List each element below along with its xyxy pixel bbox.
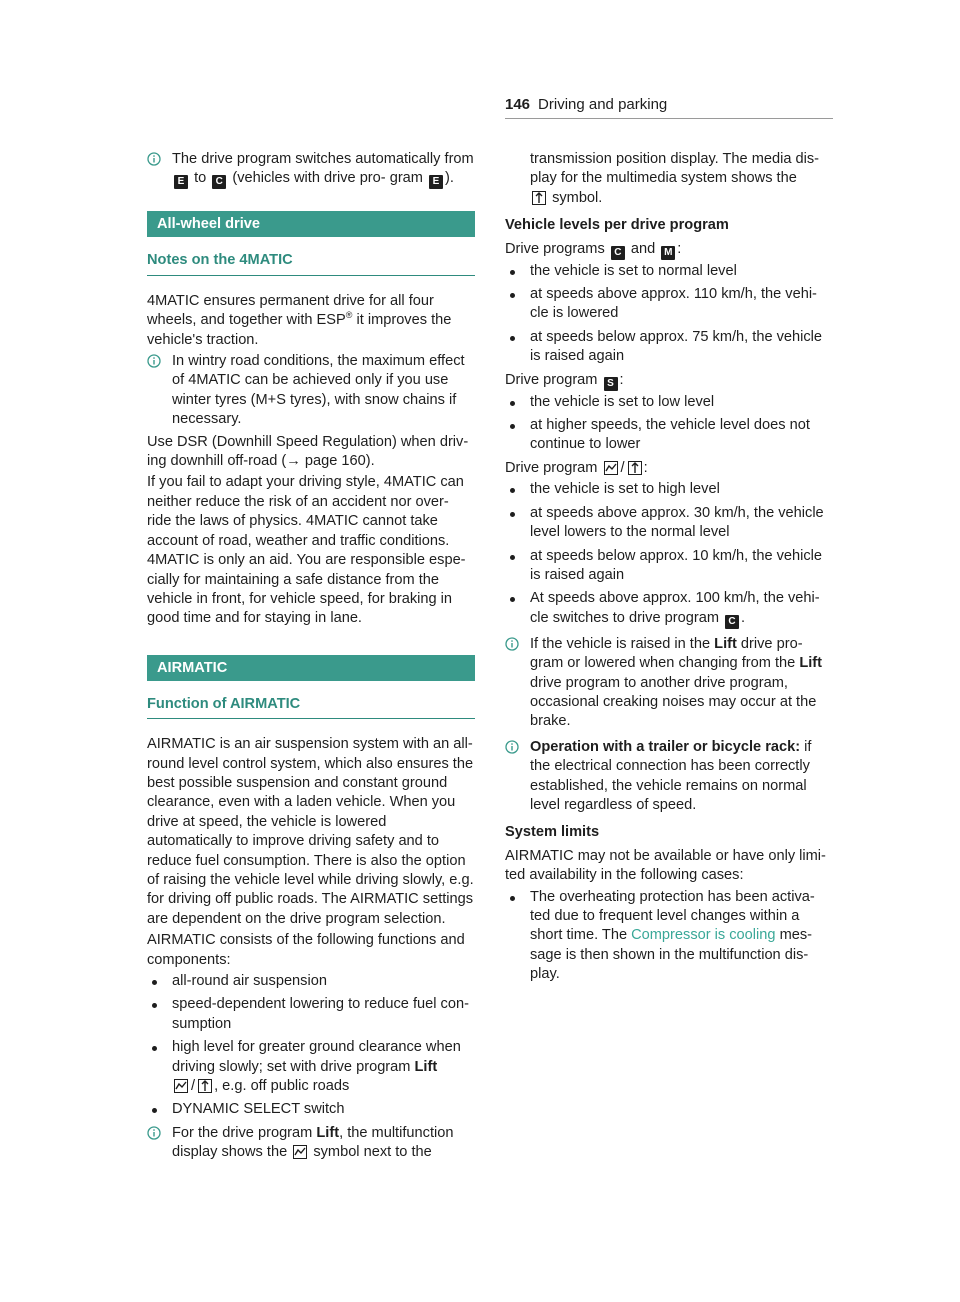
heading-system-limits: System limits: [505, 824, 600, 841]
subheading-function-airmatic: Function of AIRMATIC: [147, 695, 475, 719]
info-icon: [147, 1126, 161, 1140]
drive-program-s-icon: S: [604, 377, 618, 391]
section-airmatic: AIRMATIC: [147, 655, 475, 681]
drive-program-lift: Drive program / :: [505, 459, 648, 476]
list-item: at speeds below approx. 10 km/h, the vehicle is raised again: [505, 547, 835, 586]
page-number: 146: [505, 96, 531, 113]
list-c-m: [505, 262, 835, 367]
offroad-icon: [174, 1079, 188, 1093]
paragraph-responsibility: If you fail to adapt your driving style, 4MATIC can neither reduce the risk of an accident nor over- ride the laws of physics. 4MATIC cannot take account of road, weather and traffic conditions. 4MATIC is only an aid. You are responsible espe- cially for maintaining a safe distance from the vehicle in front, for vehicle speed, for braking in good time and for staying in lane.: [147, 474, 466, 627]
drive-program-e-icon: E: [429, 175, 443, 189]
offroad-icon: [293, 1145, 307, 1159]
note-trailer: Operation with a trailer or bicycle rack: if the electrical connection has been correctly established, the vehicle remains on normal level regardless of speed.: [505, 738, 835, 816]
list-item: at speeds above approx. 110 km/h, the vehi- cle is lowered: [505, 285, 835, 324]
drive-program-c-icon: C: [725, 615, 739, 629]
paragraph-4matic: 4MATIC ensures permanent drive for all four wheels, and together with ESP® it improves the vehicle's traction.: [147, 292, 452, 348]
list-item: at higher speeds, the vehicle level does not continue to lower: [505, 416, 835, 455]
list-item: At speeds above approx. 100 km/h, the vehi- cle switches to drive program C .: [505, 589, 835, 628]
page-header: [505, 95, 833, 119]
lift-icon: [532, 191, 546, 205]
lift-icon: [628, 461, 642, 475]
subheading-4matic: Notes on the 4MATIC: [147, 251, 475, 275]
list-item: the vehicle is set to low level: [505, 393, 835, 412]
list-s: [505, 393, 835, 455]
list-item: the vehicle is set to high level: [505, 480, 835, 499]
paragraph-limits: AIRMATIC may not be available or have only limi- ted availability in the following cases:: [505, 847, 826, 884]
list-item: high level for greater ground clearance when driving slowly; set with drive program Lift / , e.g. off public roads: [147, 1038, 475, 1096]
drive-program-c-icon: C: [611, 246, 625, 260]
compressor-cooling-message: Compressor is cooling: [631, 927, 776, 944]
list-lift: [505, 480, 835, 628]
note-lift-display: For the drive program Lift, the multifunction display shows the symbol next to the: [147, 1124, 475, 1163]
list-item: all-round air suspension: [147, 972, 475, 991]
info-icon: [505, 740, 519, 754]
left-column: [147, 150, 475, 1166]
drive-programs-c-m: Drive programs C and M :: [505, 240, 682, 258]
info-icon: [147, 152, 161, 166]
note-raised-lift: If the vehicle is raised in the Lift drive pro- gram or lowered when changing from the Lift drive program to another drive program, occasional creaking noises may occur at the brake.: [505, 635, 835, 732]
list-item: at speeds below approx. 75 km/h, the vehicle is raised again: [505, 328, 835, 367]
list-item: at speeds above approx. 30 km/h, the vehicle level lowers to the normal level: [505, 504, 835, 543]
section-all-wheel-drive: All-wheel drive: [147, 211, 475, 237]
note-winter: In wintry road conditions, the maximum effect of 4MATIC can be achieved only if you use winter tyres (M+S tyres), with snow chains if necessary.: [147, 352, 475, 430]
drive-program-c-icon: C: [212, 175, 226, 189]
paragraph-airmatic-intro: AIRMATIC is an air suspension system with an all- round level control system, which also ensures the best possible suspension and constant ground clearance, even with a laden vehicle. When you drive at speed, the vehicle is lowered automatically to improve driving safety and to reduce fuel consumption. There is also the option of raising the vehicle level while driving slowly, e.g. for driving off public roads. The AIRMATIC settings are dependent on the drive program selection.: [147, 736, 474, 927]
paragraph-dsr: Use DSR (Downhill Speed Regulation) when driv- ing downhill off-road (→ page 160).: [147, 433, 469, 470]
right-column: [505, 150, 835, 989]
components-list: [147, 972, 475, 1120]
list-item: the vehicle is set to normal level: [505, 262, 835, 281]
list-item: DYNAMIC SELECT switch: [147, 1100, 475, 1119]
info-icon: [505, 637, 519, 651]
paragraph-airmatic-components: AIRMATIC consists of the following functions and components:: [147, 932, 465, 968]
list-limits: [505, 888, 835, 985]
list-item: The overheating protection has been activa- ted due to frequent level changes within a short time. The Compressor is cooling mes- sage is then shown in the multifunction dis- play.: [505, 888, 835, 985]
chapter-title: Driving and parking: [538, 96, 668, 113]
note-lift-display-cont: transmission position display. The media dis- play for the multimedia system shows the symbol.: [530, 151, 820, 206]
list-item: speed-dependent lowering to reduce fuel con- sumption: [147, 995, 475, 1034]
info-icon: [147, 354, 161, 368]
drive-program-e-icon: E: [174, 175, 188, 189]
offroad-icon: [604, 461, 618, 475]
drive-program-m-icon: M: [661, 246, 675, 260]
note-auto-switch: The drive program switches automatically from E to C (vehicles with drive pro- gram E ).: [147, 150, 475, 189]
heading-vehicle-levels: Vehicle levels per drive program: [505, 217, 729, 234]
lift-icon: [198, 1079, 212, 1093]
drive-program-s: Drive program S :: [505, 371, 624, 389]
